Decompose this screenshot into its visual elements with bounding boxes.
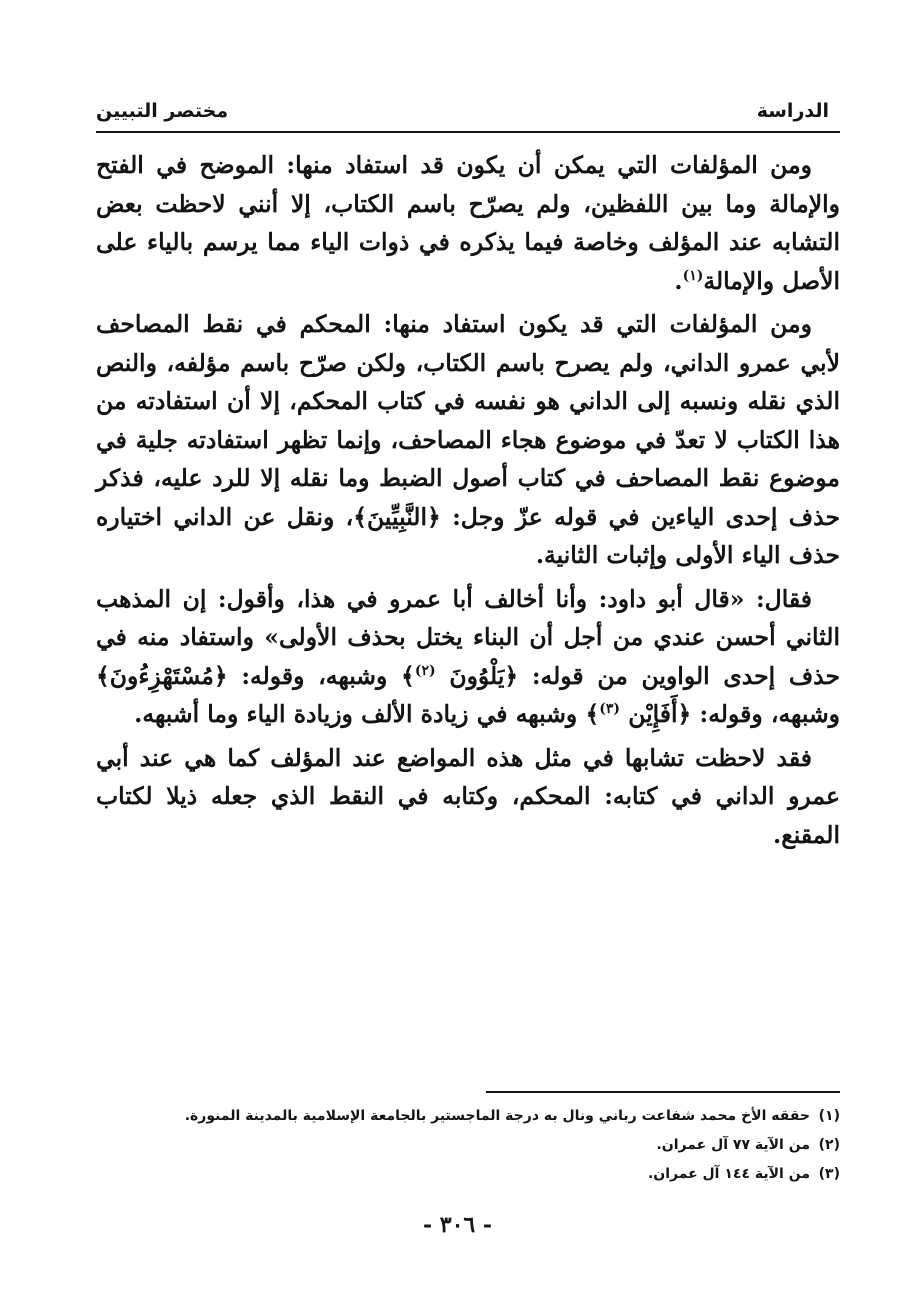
paragraph-3-s3: وشبهه، وقوله: — [699, 700, 840, 728]
footnotes — [96, 1102, 840, 1189]
footnote-1 — [96, 1102, 840, 1131]
footnote-1-text: حققه الأخ محمد شفاعت رباني ونال به درجة الماجستير بالجامعة الإسلامية بالمدينة المنورة. — [184, 1108, 810, 1124]
footnote-ref-2: (٢) — [414, 662, 436, 679]
paragraph-1-end: . — [674, 266, 683, 295]
footnote-ref-3: (٣) — [599, 701, 621, 718]
footnote-3 — [96, 1160, 840, 1189]
paragraph-3-s4: وشبهه في زيادة الألف وزيادة الياء وما أشبهه. — [134, 700, 578, 728]
main-text — [96, 146, 840, 859]
paragraph-1-text: ومن المؤلفات التي يمكن أن يكون قد استفاد منها: الموضح في الفتح والإمالة وما بين اللفظين، ولم يصرّح باسم الكتاب، إلا أنني لاحظت بعض التشابه عند المؤلف وخاصة فيما يذكره في ذوات الياء مما يرسم بالياء على الأصل والإمالة — [96, 151, 840, 295]
footnote-2-text: من الآية ٧٧ آل عمران. — [656, 1137, 810, 1153]
paragraph-3 — [96, 580, 840, 734]
footnote-divider — [486, 1091, 840, 1093]
header-divider — [96, 131, 840, 133]
paragraph-2 — [96, 305, 840, 575]
page-number: - ٣٠٦ - — [422, 1212, 493, 1238]
paragraph-3-s1: فقال: «قال أبو داود: وأنا أخالف أبا عمرو في هذا، وأقول: إن المذهب الثاني أحسن عندي من أجل أن البناء يختل بحذف الأولى» واستفاد منه في حذف إحدى الواوين من قوله: — [96, 584, 841, 690]
quran-quote-nabiyyin: ﴿النَّبِيِّينَ﴾ — [353, 502, 441, 531]
paragraph-1 — [96, 146, 840, 300]
paragraph-2-text: ومن المؤلفات التي قد يكون استفاد منها: المحكم في نقط المصاحف لأبي عمرو الداني، ولم يصرح باسم الكتاب، ولكن صرّح باسم مؤلفه، والنص الذي نقله ونسبه إلى الداني هو نفسه في كتاب المحكم، إلا أن استفادته من هذا الكتاب لا تعدّ في موضوع هجاء المصاحف، وإنما تظهر استفادته جلية في موضوع نقط المصاحف في كتاب أصول الضبط وما نقله إلا للرد عليه، فذكر حذف إحدى الياءين في قوله عزّ وجل: — [96, 310, 841, 531]
header-section-title: الدراسة — [756, 100, 829, 122]
quran-quote-yalwun-end: ﴾ — [401, 661, 415, 690]
footnote-2-number: (٢) — [818, 1137, 840, 1153]
running-header — [96, 82, 829, 122]
quran-quote-afain-end: ﴾ — [585, 700, 600, 728]
paragraph-4-text: فقد لاحظت تشابها في مثل هذه المواضع عند المؤلف كما هي عند أبي عمرو الداني في كتابه: المحكم، وكتابه في النقط الذي جعله ذيلا لكتاب المقنع. — [96, 743, 840, 849]
footnote-ref-1: (١) — [682, 267, 704, 284]
paragraph-2-after: ، ونقل عن الداني اختياره حذف الياء الأولى وإثبات الثانية. — [96, 502, 840, 569]
quran-quote-mustahziun: ﴿مُسْتَهْزِءُونَ﴾ — [96, 661, 228, 690]
footnote-3-number: (٣) — [818, 1166, 840, 1182]
paragraph-3-s2: وشبهه، وقوله: — [241, 661, 388, 690]
paragraph-4 — [96, 739, 840, 855]
quran-quote-yalwun: ﴿يَلْوُونَ — [449, 661, 519, 690]
footnote-1-number: (١) — [818, 1108, 840, 1124]
quran-quote-afain: ﴿أَفَإِيْن — [628, 700, 692, 728]
header-book-title: مختصر التبيين — [96, 100, 229, 122]
footnote-2 — [96, 1131, 840, 1160]
footnote-3-text: من الآية ١٤٤ آل عمران. — [647, 1166, 810, 1182]
